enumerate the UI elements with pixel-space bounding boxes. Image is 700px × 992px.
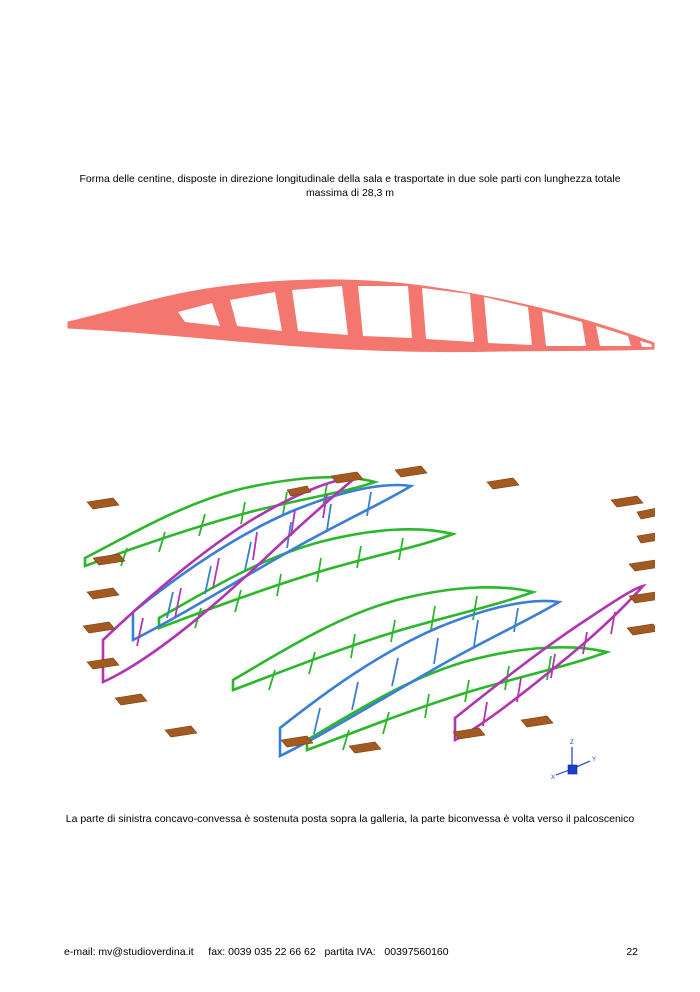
truss-profile-svg <box>60 265 660 375</box>
axis-triad-svg <box>550 735 600 780</box>
svg-text:X: X <box>551 775 556 780</box>
footer-contact-info: e-mail: mv@studioverdina.it fax: 0039 035 22 66 62 partita IVA: 00397560160 <box>64 946 449 958</box>
caption-bottom: La parte di sinistra concavo-convessa è sostenuta posta sopra la galleria, la parte biconvessa è volta verso il palcoscenico <box>65 813 635 825</box>
trusses-3d-svg <box>55 440 655 780</box>
axis-triad <box>550 735 600 780</box>
svg-text:Z: Z <box>570 740 574 746</box>
page-footer <box>0 946 700 966</box>
caption-top: Forma delle centine, disposte in direzione longitudinale della sala e trasportate in due sole parti con lunghezza totale massima di 28,3 m <box>79 173 621 200</box>
truss-profile-figure <box>60 265 660 375</box>
truss-green-group <box>85 477 607 750</box>
svg-text:Y: Y <box>592 757 597 763</box>
trusses-3d-figure <box>55 440 655 780</box>
page-number: 22 <box>626 946 638 958</box>
